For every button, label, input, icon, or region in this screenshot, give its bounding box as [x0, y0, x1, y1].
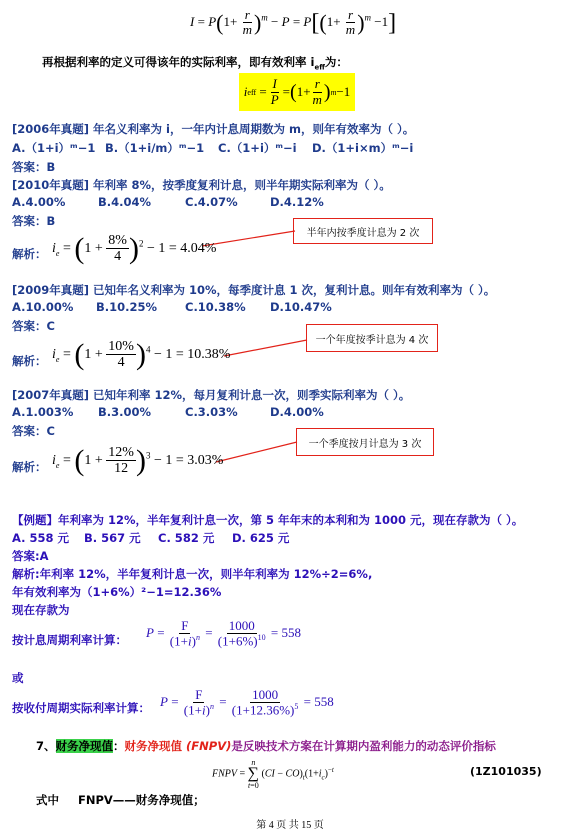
q2010-answer: 答案：B — [12, 214, 56, 228]
page-footer: 第 4 页 共 15 页 — [256, 820, 324, 831]
intro-effective-rate: 再根据利率的定义可得该年的实际利率，即有效利率 $i_{eff}$为： — [42, 55, 348, 72]
q2010-option-d: D.4.12% — [270, 195, 324, 209]
q2007-option-b: B.3.00% — [98, 405, 152, 419]
q2009-option-a: A.10.00% — [12, 300, 74, 314]
where-label: 式中 — [36, 793, 59, 807]
q2010-option-a: A.4.00% — [12, 195, 66, 209]
q2006-title: [2006年真题] 年名义利率为 i，一年内计息周期数为 m，则年有效率为（ ）。 — [12, 122, 415, 136]
q2007-answer: 答案：C — [12, 424, 55, 438]
fnpv-heading: 7、财务净现值：财务净现值 (FNPV)是反映技术方案在计算期内盈利能力的动态评价指标 — [36, 739, 496, 753]
fnpv-term-highlight: 财务净现值 — [55, 739, 114, 753]
q2009-analysis-label: 解析： — [12, 354, 47, 368]
method1-label: 按计息周期利率计算： — [12, 633, 127, 647]
q2007-analysis-label: 解析： — [12, 460, 47, 474]
q2010-analysis-label: 解析： — [12, 247, 47, 261]
q2006-option-a: A.（1+i）ᵐ−1 — [12, 141, 96, 155]
q2010-formula: $i_e = (1$ + $\frac{8\%}{4}$ )$^2$ − 1 = 4.04% — [52, 232, 217, 265]
q2009-title: [2009年真题] 已知年名义利率为 10%，每季度计息 1 次，复利计息。则年有效利率为（ ）。 — [12, 283, 496, 297]
method2-label: 按收付周期实际利率计算： — [12, 701, 150, 715]
or-text: 或 — [12, 671, 24, 685]
example-analysis-line2: 年有效利率为（1+6%）²−1=12.36% — [12, 585, 222, 599]
q2007-title: [2007年真题] 已知年利率 12%，每月复利计息一次，则季实际利率为（ ）。 — [12, 388, 411, 402]
q2010-option-b: B.4.04% — [98, 195, 152, 209]
fnpv-formula: FNPV = n ∑ t=0 $(CI - CO)_t(1+i_c)^{-t}$ — [212, 758, 334, 791]
q2007-callout: 一个季度按月计息为 3 次 — [296, 428, 434, 456]
example-answer: 答案:A — [12, 549, 49, 563]
example-option-b: B. 567 元 — [84, 531, 141, 545]
q2009-option-c: C.10.38% — [185, 300, 246, 314]
q2009-option-d: D.10.47% — [270, 300, 332, 314]
example-title: 【例题】年利率为 12%，半年复利计息一次，第 5 年年末的本利和为 1000 元，现在存款为（ ）。 — [12, 513, 524, 527]
method1-formula: P = $\frac{F}{(1+i)^n}$ = $\frac{1000}{(1+6\%)^{10}}$ = 558 — [146, 618, 301, 649]
q2007-formula: $i_e = (1$ + $\frac{12\%}{12}$ )$^3$ − 1 = 3.03% — [52, 444, 224, 477]
q2007-option-a: A.1.003% — [12, 405, 74, 419]
q2010-option-c: C.4.07% — [185, 195, 238, 209]
q2007-callout-pointer — [214, 440, 298, 464]
q2006-option-b: B.（1+i/m）ᵐ−1 — [105, 141, 205, 155]
example-option-d: D. 625 元 — [232, 531, 290, 545]
q2010-callout: 半年内按季度计息为 2 次 — [293, 218, 433, 244]
q2009-callout: 一个年度按季计息为 4 次 — [306, 324, 438, 352]
q2007-option-c: C.3.03% — [185, 405, 238, 419]
example-analysis-line1: 解析:年利率 12%，半年复利计息一次，则半年利率为 12%÷2=6%, — [12, 567, 373, 581]
q2009-answer: 答案：C — [12, 319, 55, 333]
q2006-answer: 答案：B — [12, 160, 56, 174]
q2009-option-b: B.10.25% — [96, 300, 158, 314]
fnpv-code: (1Z101035) — [470, 765, 542, 778]
example-option-c: C. 582 元 — [158, 531, 215, 545]
q2006-option-d: D.（1+i×m）ᵐ−i — [312, 141, 414, 155]
q2009-formula: $i_e = (1$ + $\frac{10\%}{4}$ )$^4$ − 1 = 10.38% — [52, 338, 231, 371]
formula-effective-rate: i eff = $\frac{I}{P}$ = ( 1+ $\frac{r}{m}$ ) m −1 — [239, 73, 355, 111]
example-analysis-line3: 现在存款为 — [12, 603, 70, 617]
q2009-callout-pointer — [222, 338, 308, 358]
q2010-title: [2010年真题] 年利率 8%，按季度复利计息，则半年期实际利率为（ ）。 — [12, 178, 391, 192]
q2006-option-c: C.（1+i）ᵐ−i — [218, 141, 297, 155]
method2-formula: P = $\frac{F}{(1+i)^n}$ = $\frac{1000}{(1+12.36\%)^5}$ = 558 — [160, 687, 334, 718]
example-option-a: A. 558 元 — [12, 531, 69, 545]
q2007-option-d: D.4.00% — [270, 405, 324, 419]
where-definition: FNPV——财务净现值； — [78, 793, 205, 807]
formula-interest: I = P(1+ $\frac{r}{m}$ )$^m$ − P = P[(1+ $\frac{r}{m}$ )$^m$ −1] — [190, 7, 397, 38]
